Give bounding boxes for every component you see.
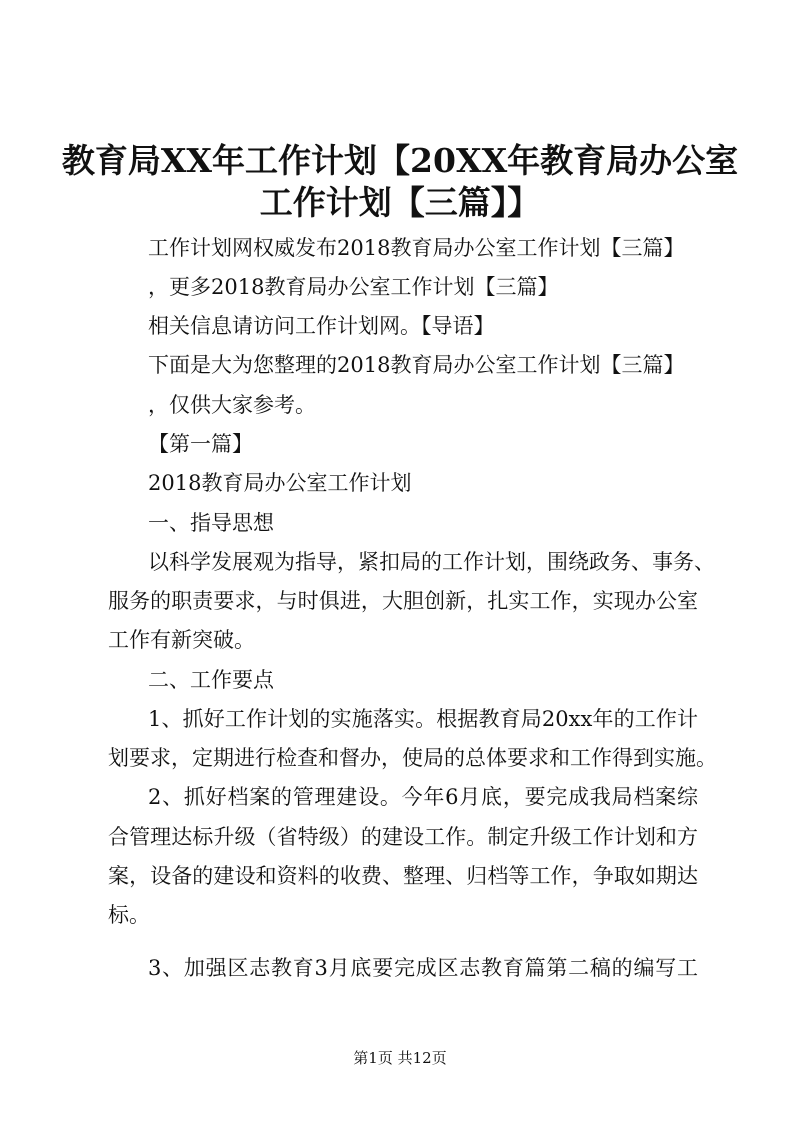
body-line-3: 相关信息请访问工作计划网。【导语】 [148,314,495,338]
point-2-line-1: 2、抓好档案的管理建设。今年6月底，要完成我局档案综 [148,785,698,809]
body-line-1: 工作计划网权威发布2018教育局办公室工作计划【三篇】 [148,236,685,260]
document-title-line-1: 教育局XX年工作计划【20XX年教育局办公室 [61,141,739,180]
point-1-line-2: 划要求，定期进行检查和督办，使局的总体要求和工作得到实施。 [108,746,717,770]
document-title-line-2: 工作计划【三篇】】 [259,183,541,222]
heading-guiding-thought: 一、指导思想 [148,511,274,535]
section-heading-first: 【第一篇】 [148,432,253,456]
body-line-2: ，更多2018教育局办公室工作计划【三篇】 [148,275,559,299]
paragraph-1-line-2: 服务的职责要求，与时俱进，大胆创新，扎实工作，实现办公室 [108,589,698,613]
body-line-5: ，仅供大家参考。 [148,393,316,417]
paragraph-1-line-3: 工作有新突破。 [108,628,255,652]
point-1-line-1: 1、抓好工作计划的实施落实。根据教育局20xx年的工作计 [148,707,698,731]
point-3-line-1: 3、加强区志教育3月底要完成区志教育篇第二稿的编写工 [148,956,698,980]
point-2-line-3: 案，设备的建设和资料的收费、整理、归档等工作，争取如期达 [108,864,698,888]
point-2-line-4: 标。 [108,903,150,927]
page-footer: 第1页 共12页 [353,1049,447,1067]
heading-work-points: 二、工作要点 [148,668,274,692]
body-line-4: 下面是大为您整理的2018教育局办公室工作计划【三篇】 [148,353,685,377]
point-2-line-2: 合管理达标升级（省特级）的建设工作。制定升级工作计划和方 [108,825,698,849]
paragraph-1-line-1: 以科学发展观为指导，紧扣局的工作计划，围绕政务、事务、 [148,550,715,574]
plan-title: 2018教育局办公室工作计划 [148,471,412,495]
